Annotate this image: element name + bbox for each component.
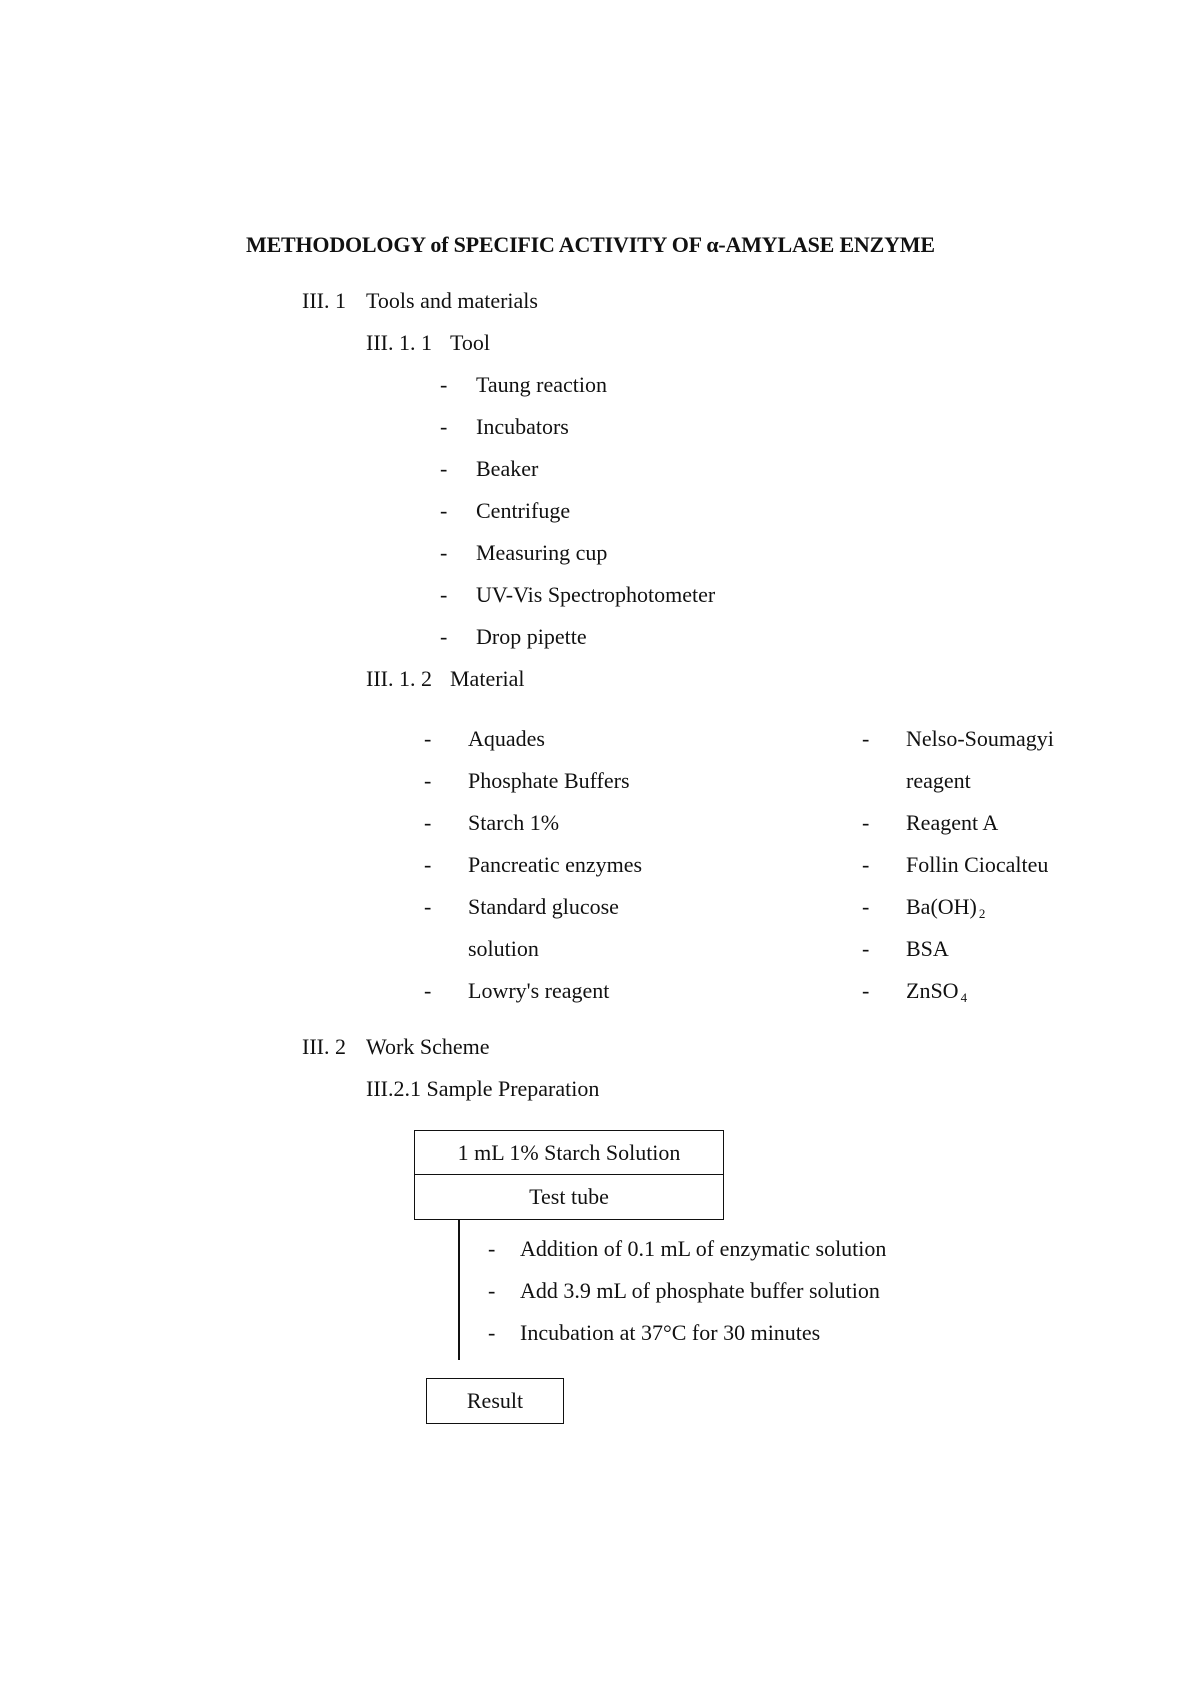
material-item: BSA xyxy=(906,936,949,961)
list-bullet: - xyxy=(424,726,432,751)
list-bullet: - xyxy=(862,936,870,961)
list-bullet: - xyxy=(488,1278,496,1303)
material-item: Reagent A xyxy=(906,810,999,835)
list-bullet: - xyxy=(424,852,432,877)
subsection-number-iii-1-2: III. 1. 2 xyxy=(366,666,432,691)
material-item: Nelso-Soumagyi xyxy=(906,726,1054,751)
tool-item: Drop pipette xyxy=(476,624,587,649)
list-bullet: - xyxy=(488,1236,496,1261)
list-bullet: - xyxy=(424,810,432,835)
list-bullet: - xyxy=(440,414,448,439)
scheme-box-label: 1 mL 1% Starch Solution xyxy=(457,1140,681,1165)
list-bullet: - xyxy=(440,540,448,565)
list-bullet: - xyxy=(862,894,870,919)
scheme-box-label: Test tube xyxy=(529,1184,609,1209)
scheme-box-label: Result xyxy=(466,1388,524,1413)
scheme-connector-line xyxy=(458,1220,460,1360)
tool-item: Incubators xyxy=(476,414,569,439)
list-bullet: - xyxy=(424,894,432,919)
scheme-box-test-tube xyxy=(414,1174,724,1220)
tool-item: UV-Vis Spectrophotometer xyxy=(476,582,716,607)
material-item-znso4 xyxy=(906,980,967,1004)
section-heading-tools-and-materials: Tools and materials xyxy=(366,288,538,313)
scheme-box-starch-solution xyxy=(414,1130,724,1176)
subscript: 2 xyxy=(978,906,986,921)
scheme-step: Addition of 0.1 mL of enzymatic solution xyxy=(520,1236,887,1261)
list-bullet: - xyxy=(440,624,448,649)
list-bullet: - xyxy=(488,1320,496,1345)
scheme-box-result xyxy=(426,1378,564,1424)
list-bullet: - xyxy=(440,582,448,607)
subsection-heading-material: Material xyxy=(450,666,525,691)
list-bullet: - xyxy=(424,768,432,793)
tool-item: Taung reaction xyxy=(476,372,608,397)
material-item: Phosphate Buffers xyxy=(468,768,630,793)
subscript: 4 xyxy=(960,990,968,1005)
tool-item: Beaker xyxy=(476,456,539,481)
list-bullet: - xyxy=(440,372,448,397)
scheme-step: Incubation at 37°C for 30 minutes xyxy=(520,1320,821,1345)
tool-item: Measuring cup xyxy=(476,540,608,565)
scheme-step: Add 3.9 mL of phosphate buffer solution xyxy=(520,1278,880,1303)
section-heading-work-scheme: Work Scheme xyxy=(366,1034,490,1059)
list-bullet: - xyxy=(862,810,870,835)
list-bullet: - xyxy=(862,852,870,877)
subsection-number-iii-1-1: III. 1. 1 xyxy=(366,330,432,355)
list-bullet: - xyxy=(440,456,448,481)
document-title: METHODOLOGY of SPECIFIC ACTIVITY OF α-AMYLASE ENZYME xyxy=(246,232,935,257)
chemical-formula: Ba(OH) xyxy=(906,894,977,919)
section-number-iii-2: III. 2 xyxy=(302,1034,346,1059)
material-item: Pancreatic enzymes xyxy=(468,852,643,877)
material-item-continuation: reagent xyxy=(906,768,971,793)
material-item: Follin Ciocalteu xyxy=(906,852,1049,877)
list-bullet: - xyxy=(424,978,432,1003)
material-item: Lowry's reagent xyxy=(468,978,610,1003)
material-item: Aquades xyxy=(468,726,545,751)
chemical-formula: ZnSO xyxy=(906,978,959,1003)
list-bullet: - xyxy=(862,978,870,1003)
list-bullet: - xyxy=(862,726,870,751)
list-bullet: - xyxy=(440,498,448,523)
material-item-continuation: solution xyxy=(468,936,539,961)
subsection-heading-tool: Tool xyxy=(450,330,491,355)
material-item: Starch 1% xyxy=(468,810,560,835)
material-item: Standard glucose xyxy=(468,894,619,919)
tool-item: Centrifuge xyxy=(476,498,571,523)
section-number-iii-1: III. 1 xyxy=(302,288,346,313)
material-item-baoh2 xyxy=(906,896,985,920)
subsection-heading-sample-preparation: III.2.1 Sample Preparation xyxy=(366,1076,600,1101)
